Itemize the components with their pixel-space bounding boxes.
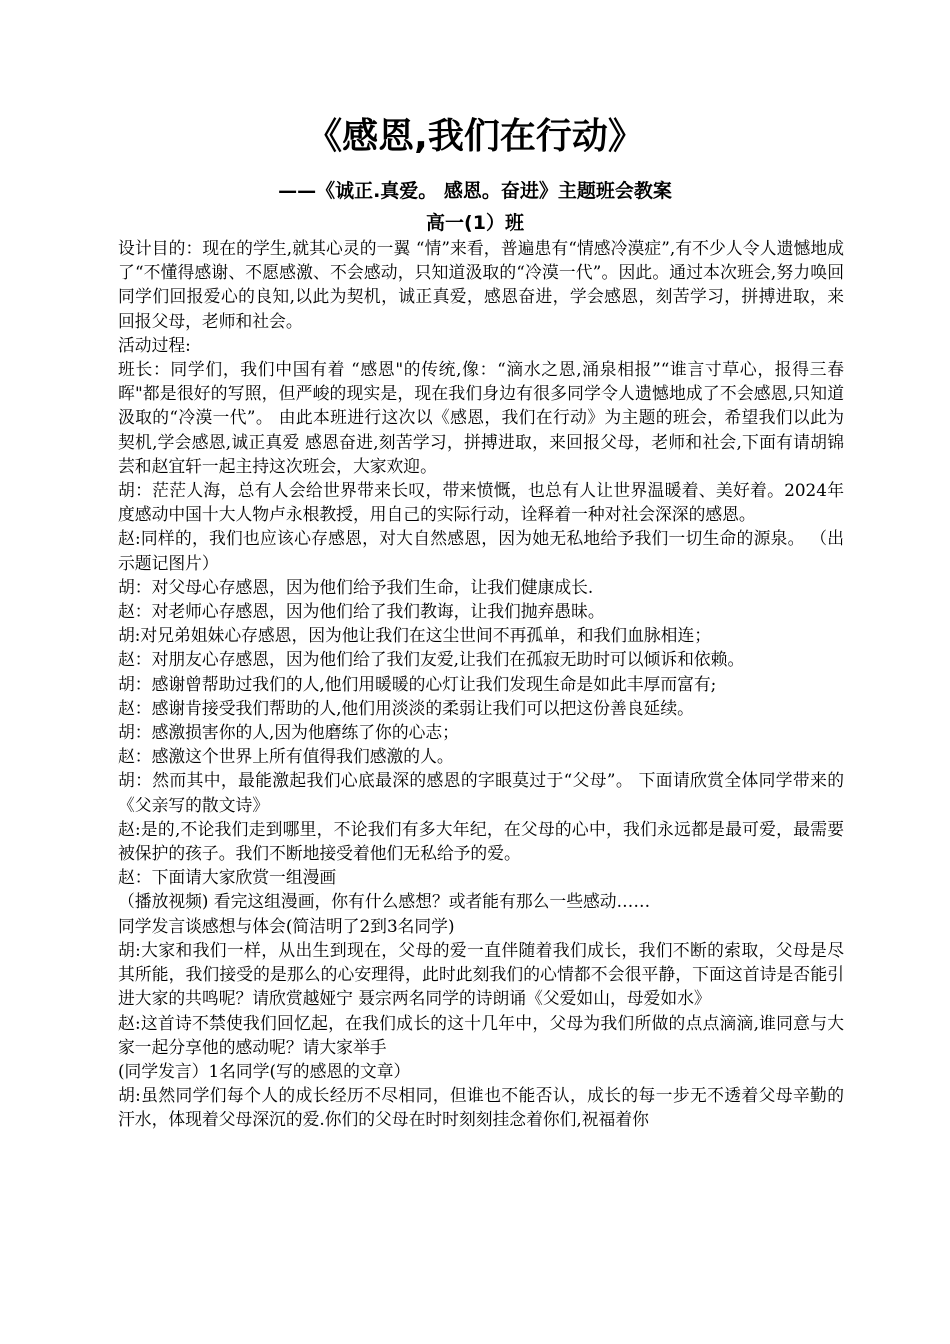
document-title: 《感恩,我们在行动》 xyxy=(306,116,644,157)
paragraph: 胡：然而其中，最能激起我们心底最深的感恩的字眼莫过于“父母”。 下面请欣赏全体同学带来的《父亲写的散文诗》 xyxy=(118,770,844,815)
paragraph: 胡：感谢曾帮助过我们的人,他们用暖暖的心灯让我们发现生命是如此丰厚而富有; xyxy=(118,673,717,694)
paragraph: （播放视频) 看完这组漫画，你有什么感想？或者能有那么一些感动…… xyxy=(118,891,651,912)
paragraph: 班长：同学们，我们中国有着 “感恩"的传统,像：“滴水之恩,涌泉相报”“谁言寸草心，报得三春晖"都是很好的写照，但严峻的现实是，现在我们身边有很多同学令人遗憾地成了不会感恩,只知道汲取的“冷漠一代”。 由此本班进行这次以《感恩，我们在行动》为主题的班会，希望我们以此为契机,学会感恩,诚正真爱 感恩奋进,刻苦学习，拼搏进取，来回报父母，老师和社会,下面有请胡锦芸和赵宜轩一起主持这次班会，大家欢迎。 xyxy=(118,359,844,476)
paragraph: 胡：感激损害你的人,因为他磨练了你的心志； xyxy=(118,722,459,743)
paragraph: 胡:虽然同学们每个人的成长经历不尽相同，但谁也不能否认，成长的每一步无不透着父母辛勤的汗水，体现着父母深沉的爱.你们的父母在时时刻刻挂念着你们,祝福着你 xyxy=(118,1085,844,1130)
document-body xyxy=(118,236,844,1132)
paragraph: 赵:同样的，我们也应该心存感恩，对大自然感恩，因为她无私地给予我们一切生命的源泉。 （出示题记图片） xyxy=(118,528,844,573)
paragraph: 设计目的：现在的学生,就其心灵的一翼 “情”来看，普遍患有“情感冷漠症”,有不少人令人遗憾地成了“不懂得感谢、不愿感激、不会感动，只知道汲取的“冷漠一代”。因此。通过本次班会,努力唤回同学们回报爱心的良知,以此为契机，诚正真爱，感恩奋进，学会感恩，刻苦学习，拼搏进取，来回报父母，老师和社会。 xyxy=(118,238,844,331)
paragraph: 活动过程: xyxy=(118,334,191,355)
paragraph: 赵:这首诗不禁使我们回忆起，在我们成长的这十几年中，父母为我们所做的点点滴滴,谁同意与大家一起分享他的感动呢？请大家举手 xyxy=(118,1012,844,1057)
paragraph: 赵：下面请大家欣赏一组漫画 xyxy=(118,867,337,888)
paragraph: 同学发言谈感想与体会(简洁明了2到3名同学) xyxy=(118,915,455,936)
paragraph: 胡：茫茫人海，总有人会给世界带来长叹，带来愤慨，也总有人让世界温暖着、美好着。2024年度感动中国十大人物卢永根教授，用自己的实际行动，诠释着一种对社会深深的感恩。 xyxy=(118,480,844,525)
paragraph: 胡:对兄弟姐妹心存感恩，因为他让我们在这尘世间不再孤单，和我们血脉相连； xyxy=(118,625,712,646)
paragraph: 赵:是的,不论我们走到哪里，不论我们有多大年纪，在父母的心中，我们永远都是最可爱，最需要被保护的孩子。我们不断地接受着他们无私给予的爱。 xyxy=(118,818,844,864)
paragraph: 胡：对父母心存感恩，因为他们给予我们生命，让我们健康成长. xyxy=(118,576,594,597)
paragraph: 赵：对朋友心存感恩，因为他们给了我们友爱,让我们在孤寂无助时可以倾诉和依赖。 xyxy=(118,649,745,670)
paragraph: (同学发言）1名同学(写的感恩的文章） xyxy=(118,1060,411,1081)
paragraph: 赵：感激这个世界上所有值得我们感激的人。 xyxy=(118,746,454,767)
class-name: 高一(1）班 xyxy=(426,212,524,234)
paragraph: 赵：感谢肯接受我们帮助的人,他们用淡淡的柔弱让我们可以把这份善良延续。 xyxy=(118,697,694,718)
document-subtitle: ——《诚正.真爱。 感恩。奋进》主题班会教案 xyxy=(278,180,672,202)
paragraph: 赵：对老师心存感恩，因为他们给了我们教诲，让我们抛弃愚昧。 xyxy=(118,601,605,622)
paragraph: 胡:大家和我们一样，从出生到现在，父母的爱一直伴随着我们成长，我们不断的索取，父母是尽其所能，我们接受的是那么的心安理得，此时此刻我们的心情都不会很平静，下面这首诗是否能引进大家的共鸣呢？请欣赏越娅宁 聂宗两名同学的诗朗诵《父爱如山，母爱如水》 xyxy=(118,939,844,1009)
